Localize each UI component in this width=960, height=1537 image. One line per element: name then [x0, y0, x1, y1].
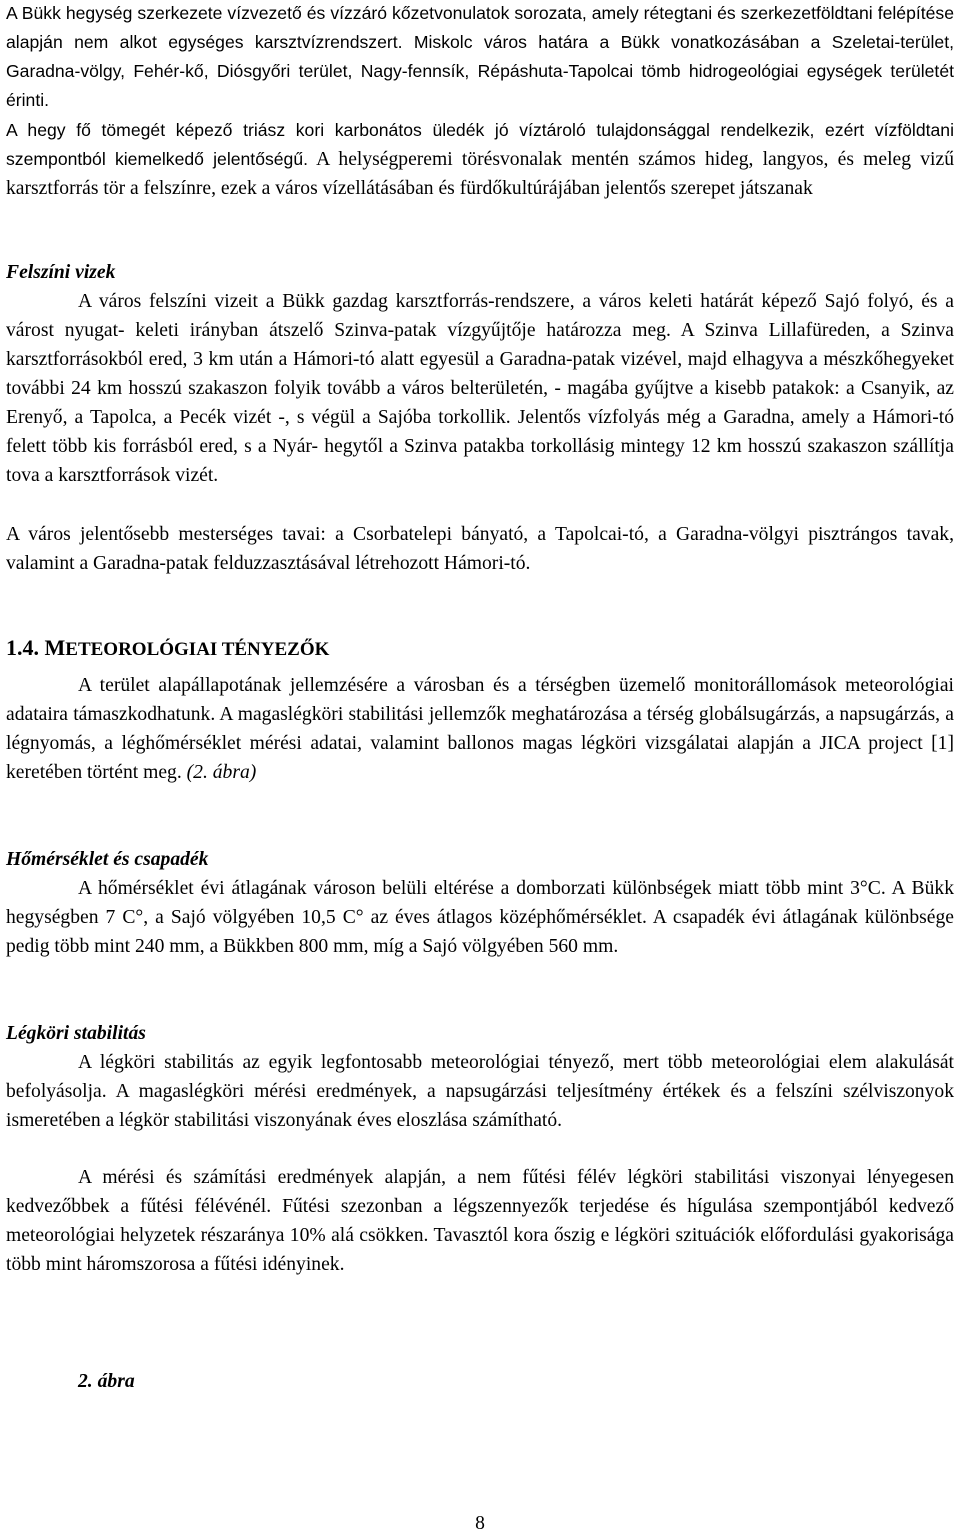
- paragraph-temperature: A hőmérséklet évi átlagának városon belüli eltérése a domborzati különbségek miatt több mint 3°C. A Bükk hegységben 7 C°, a Sajó völgyében 10,5 C° az éves átlagos középhőmérséklet. A csapadék évi átlagának különbsége pedig több mint 240 mm, a Bükkben 800 mm, míg a Sajó völgyében 560 mm.: [6, 878, 954, 957]
- paragraph-surface-waters: A város felszíni vizeit a Bükk gazdag karsztforrás-rendszere, a város keleti határát képező Sajó folyó, és a várost nyugat- keleti irányban átszelő Szinva-patak vízgyűjtője határozza meg. A Szinva Lillafüreden, a Szinva karsztforrásokból ered, 3 km után a Hámori-tó alatt egyesül a Garadna-patak vizével, majd elhagyva a mészkőhegyeket további 24 km hosszú szakaszon folyik tovább a város belterületén, - magába gyűjtve a kisebb patakok: a Csanyik, az Erenyő, a Tapolca, a Pecék vizét -, s végül a Sajóba torkollik. Jelentős vízfolyás még a Garadna, amely a Hámori-tó felett több kis forrásból ered, s a Nyár- hegytől a Szinva patakba torkollásig mintegy 12 km hosszú szakaszon szállítja tova a karsztforrások vizét.: [6, 291, 954, 486]
- paragraph-triassic-carbonate: [6, 116, 954, 203]
- heading-atmospheric-stability: Légköri stabilitás: [6, 1023, 146, 1044]
- paragraph-karst-springs-text: A helységperemi törésvonalak mentén számos hideg, langyos, és meleg vizű karsztforrás tör a felszínre, ezek a város vízellátásában és fürdőkultúrájában jelentős szerepet játszanak: [6, 149, 954, 199]
- section-title-initial: M: [44, 635, 66, 660]
- heading-surface-waters: Felszíni vizek: [6, 262, 116, 283]
- section-title-meteorological: [6, 632, 329, 666]
- paragraph-karst-structure: A Bükk hegység szerkezete vízvezető és vízzáró kőzetvonulatok sorozata, amely rétegtani és szerkezetföldtani felépítése alapján nem alkot egységes karsztvízrendszert. Miskolc város határa a Bükk vonatkozásában a Szeletai-terület, Garadna-völgy, Fehér-kő, Diósgyőri terület, Nagy-fennsík, Répáshuta-Tapolcai tömb hidrogeológiai egységek területét érinti.: [6, 3, 954, 110]
- paragraph-artificial-lakes: A város jelentősebb mesterséges tavai: a Csorbatelepi bányató, a Tapolcai-tó, a Garadna-völgyi pisztrángos tavak, valamint a Garadna-patak felduzzasztásával létrehozott Hámori-tó.: [6, 524, 954, 574]
- figure-label: 2. ábra: [78, 1371, 135, 1392]
- section-title-rest: ETEOROLÓGIAI TÉNYEZŐK: [65, 639, 330, 660]
- section-number: 1.4.: [6, 635, 45, 660]
- paragraph-meteorological-intro: [6, 671, 954, 787]
- heading-temperature-precipitation: Hőmérséklet és csapadék: [6, 849, 209, 870]
- figure-reference: (2. ábra): [186, 762, 257, 783]
- paragraph-stability-results: A mérési és számítási eredmények alapján, a nem fűtési félév légköri stabilitási viszonyai lényegesen kedvezőbbek a fűtési félévénél. Fűtési szezonban a légszennyezők terjedése és hígulása szempontjából kedvező meteorológiai helyzetek részaránya 10% alá csökken. Tavasztól kora őszig e légköri szituációk előfordulási gyakorisága több mint háromszorosa a fűtési idényinek.: [6, 1167, 954, 1275]
- page-number: 8: [475, 1513, 485, 1534]
- paragraph-stability-intro: A légköri stabilitás az egyik legfontosabb meteorológiai tényező, mert több meteorológiai elem alakulását befolyásolja. A magaslégköri mérési eredmények, a napsugárzási teljesítmény értékek és a felszíni szélviszonyok ismeretében a légkör stabilitási viszonyának éves eloszlása számítható.: [6, 1052, 954, 1131]
- paragraph-triassic-text: A hegy fő tömegét képező triász kori karbonátos üledék jó víztároló tulajdonsággal rendelkezik, ezért vízföldtani szempontból kiemelkedő jelentőségű.: [6, 120, 954, 169]
- paragraph-meteorological-text: A terület alapállapotának jellemzésére a városban és a térségben üzemelő monitorállomások meteorológiai adataira támaszkodhatunk. A magaslégköri stabilitási jellemzők meghatározása a térség globálsugárzás, a napsugárzás, a légnyomás, a léghőmérséklet mérési adatai, valamint ballonos magas légköri vizsgálatai alapján a JICA project [1] keretében történt meg.: [6, 675, 954, 783]
